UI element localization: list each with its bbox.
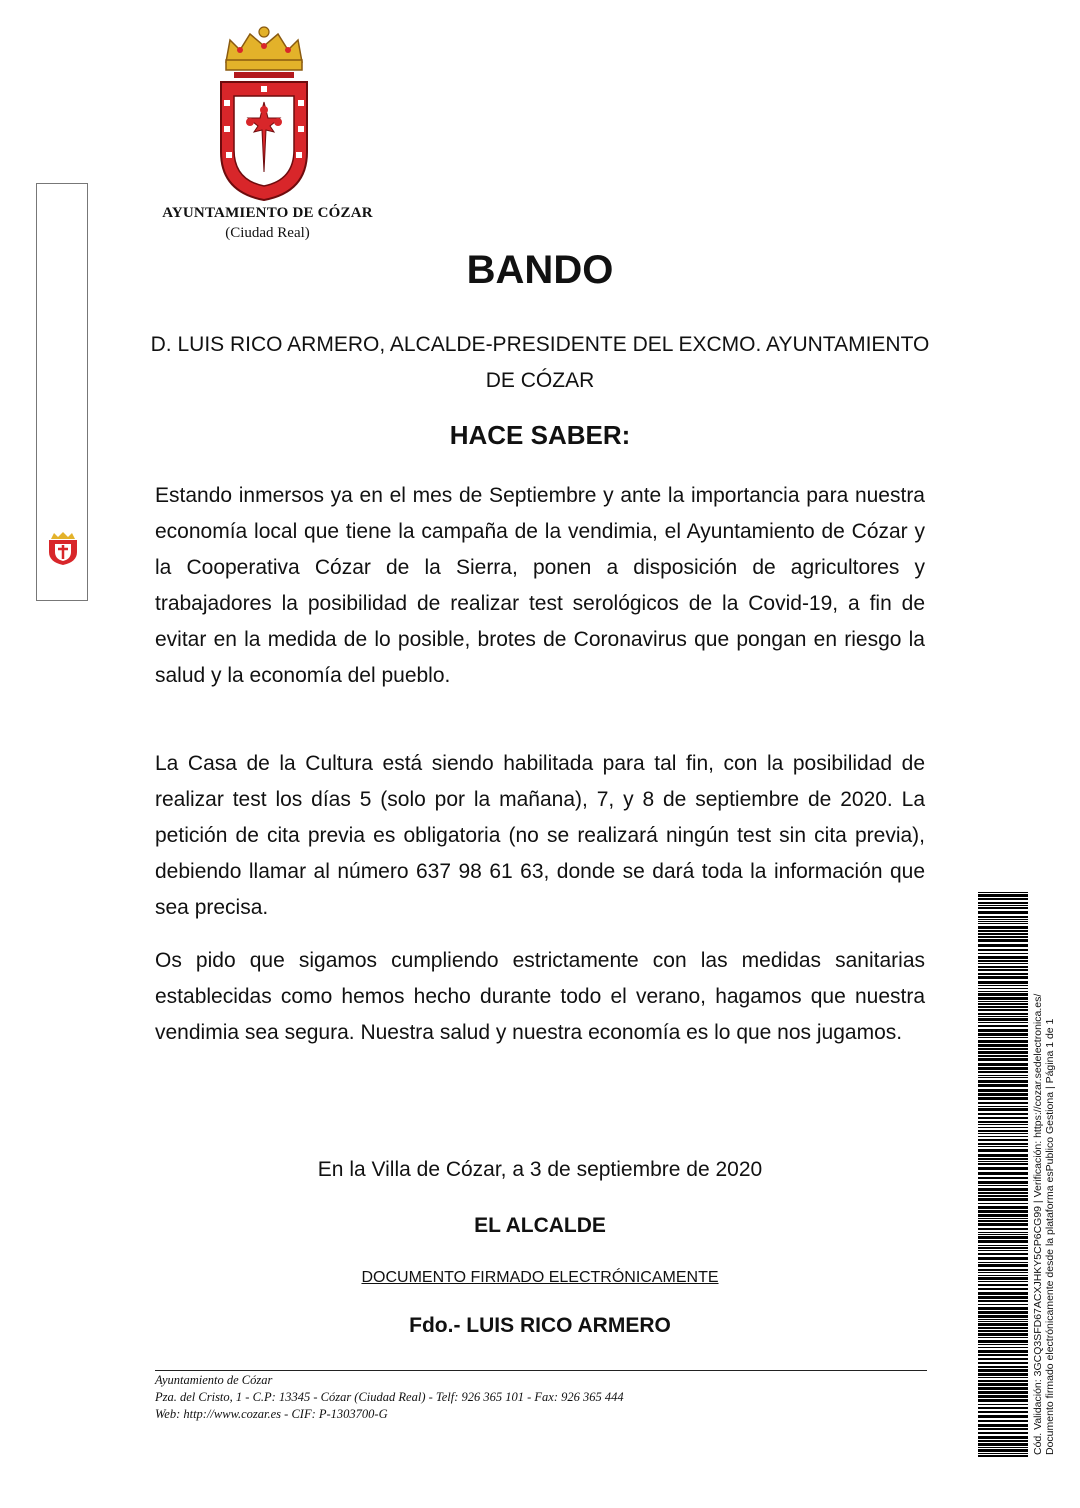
barcode-bar [978, 1240, 1028, 1243]
barcode-bar [978, 1058, 1028, 1061]
barcode-bar [978, 1269, 1028, 1271]
barcode-bar [978, 1411, 1028, 1413]
barcode-bar [978, 1063, 1028, 1066]
barcode-bar [978, 1253, 1028, 1255]
barcode-bar [978, 1163, 1028, 1165]
barcode-bar [978, 1245, 1028, 1246]
barcode-bar [978, 1218, 1028, 1219]
barcode-bar [978, 1319, 1028, 1320]
barcode-bar [978, 919, 1028, 920]
barcode-bar [978, 1407, 1028, 1409]
barcode-bar [978, 1177, 1028, 1179]
barcode-bar [978, 1347, 1028, 1348]
validation-code: Cód. Validación: 3GCQ3SFD67ACXJHKY5CP6CG99 | Verificación: https://cozar.sedelectronica.es/ [1032, 993, 1044, 1455]
barcode-bar [978, 1284, 1028, 1286]
barcode-bar [978, 1440, 1028, 1442]
barcode-bar [978, 1220, 1028, 1222]
barcode-bar [978, 1001, 1028, 1002]
barcode-bar [978, 902, 1028, 904]
barcode-bar [978, 1210, 1028, 1213]
barcode-bar [978, 1234, 1028, 1235]
barcode-bar [978, 907, 1028, 909]
barcode-bar [978, 1333, 1028, 1336]
paragraph-3: Os pido que sigamos cumpliendo estrictamente con las medidas sanitarias establecidas como hemos hecho durante todo el verano, hagamos que nuestra vendimia sea segura. Nuestra salud y nuestra economía es lo que nos jugamos. [155, 949, 925, 1044]
barcode-bar [978, 1003, 1028, 1005]
barcode-bar [978, 1223, 1028, 1226]
barcode-bar [978, 1198, 1028, 1201]
barcode-bar [978, 1188, 1028, 1191]
barcode-bar [978, 966, 1028, 968]
barcode-bar [978, 1307, 1028, 1310]
barcode-bar [978, 1018, 1028, 1021]
barcode-bar [978, 1380, 1028, 1382]
barcode-bar [978, 1300, 1028, 1302]
barcode-bar [978, 1089, 1028, 1092]
barcode-bar [978, 1136, 1028, 1137]
electronic-signature-note: DOCUMENTO FIRMADO ELECTRÓNICAMENTE [361, 1269, 719, 1286]
barcode-bar [978, 1113, 1028, 1115]
barcode-bar [978, 1195, 1028, 1197]
barcode-bar [978, 1206, 1028, 1209]
barcode-bar [978, 1051, 1028, 1054]
barcode-bar [978, 1067, 1028, 1070]
barcode-bar [978, 969, 1028, 971]
signer-title: EL ALCALDE [474, 1214, 606, 1237]
coat-of-arms-logo [216, 22, 312, 202]
barcode-bar [978, 1304, 1028, 1305]
barcode-bar [978, 944, 1028, 947]
barcode-bar [978, 894, 1028, 897]
barcode-bar [978, 1432, 1028, 1434]
barcode-bar [978, 1102, 1028, 1104]
barcode-bar [978, 1048, 1028, 1050]
barcode-bar [978, 1203, 1028, 1204]
barcode-bar [978, 936, 1028, 938]
barcode-bar [978, 898, 1028, 900]
barcode-bar [978, 1181, 1028, 1184]
barcode-bar [978, 1369, 1028, 1372]
barcode-bar [978, 1453, 1028, 1454]
validation-platform: Documento firmado electrónicamente desde la plataforma esPublico Gestiona | Página 1 de 1 [1044, 1018, 1056, 1455]
paragraph-1: Estando inmersos ya en el mes de Septiembre y ante la importancia para nuestra economía local que tiene la campaña de la vendimia, el Ayuntamiento de Cózar y la Cooperativa Cózar de la Sierra, ponen a disposición de agricultores y trabajadores la posibilidad de realizar test serológicos de la Covid-19, a fin de evitar en la medida de lo posible, brotes de Coronavirus que pongan en riesgo la salud y la economía del pueblo. [155, 484, 925, 687]
barcode-bar [978, 1358, 1028, 1360]
barcode-bar [978, 1327, 1028, 1329]
barcode-bar [978, 1447, 1028, 1448]
org-subtitle: (Ciudad Real) [225, 225, 310, 241]
barcode-bar [978, 988, 1028, 989]
barcode-bar [978, 1315, 1028, 1318]
barcode-bar [978, 1344, 1028, 1345]
barcode-bar [978, 1121, 1028, 1123]
barcode-bar [978, 1366, 1028, 1368]
barcode-bar [978, 991, 1028, 992]
barcode-bar [978, 1025, 1028, 1027]
signer-name: Fdo.- LUIS RICO ARMERO [409, 1314, 671, 1337]
barcode-bar [978, 892, 1028, 893]
barcode-bar [978, 939, 1028, 942]
validation-text [1032, 895, 1056, 1455]
barcode-bar [978, 933, 1028, 935]
barcode-bar [978, 1272, 1028, 1273]
barcode-bar [978, 1350, 1028, 1353]
barcode-bar [978, 1373, 1028, 1376]
footer-divider [155, 1370, 927, 1371]
barcode-bar [978, 1455, 1028, 1457]
barcode-bar [978, 1420, 1028, 1422]
barcode-bar [978, 1247, 1028, 1249]
barcode-bar [978, 953, 1028, 954]
barcode-bar [978, 1124, 1028, 1125]
barcode-bar [978, 1185, 1028, 1186]
barcode-bar [978, 973, 1028, 975]
validation-barcode [978, 892, 1028, 1457]
document-title: BANDO [466, 248, 614, 292]
barcode-bar [978, 1449, 1028, 1452]
barcode-bar [978, 1383, 1028, 1386]
barcode-bar [978, 1424, 1028, 1427]
barcode-bar [978, 1292, 1028, 1295]
barcode-bar [978, 1387, 1028, 1390]
barcode-bar [978, 1108, 1028, 1111]
barcode-bar [978, 1006, 1028, 1008]
barcode-bar [978, 1029, 1028, 1032]
barcode-bar [978, 1340, 1028, 1343]
barcode-bar [978, 1097, 1028, 1100]
barcode-bar [978, 1192, 1028, 1194]
barcode-bar [978, 1330, 1028, 1332]
barcode-bar [978, 1337, 1028, 1338]
barcode-bar [978, 1133, 1028, 1134]
barcode-bar [978, 1214, 1028, 1217]
barcode-bar [978, 1130, 1028, 1132]
hace-saber-heading: HACE SABER: [449, 420, 631, 450]
barcode-bar [978, 923, 1028, 924]
barcode-bar [978, 1084, 1028, 1087]
barcode-bar [978, 921, 1028, 922]
barcode-bar [978, 1250, 1028, 1251]
barcode-bar [978, 1077, 1028, 1078]
barcode-bar [978, 1257, 1028, 1260]
barcode-bar [978, 1075, 1028, 1076]
barcode-bar [978, 985, 1028, 986]
signature-seal-icon [45, 530, 81, 566]
barcode-bar [978, 1172, 1028, 1175]
barcode-bar [978, 1311, 1028, 1314]
barcode-bar [978, 1158, 1028, 1160]
barcode-bar [978, 1161, 1028, 1162]
barcode-bar [978, 1436, 1028, 1439]
barcode-bar [978, 1321, 1028, 1322]
barcode-bar [978, 926, 1028, 929]
barcode-bar [978, 976, 1028, 979]
barcode-bar [978, 1055, 1028, 1057]
barcode-bar [978, 1288, 1028, 1290]
barcode-bar [978, 1443, 1028, 1446]
barcode-bar [978, 1093, 1028, 1096]
paragraph-2: La Casa de la Cultura está siendo habilitada para tal fin, con la posibilidad de realizar test los días 5 (solo por la mañana), 7, y 8 de septiembre de 2020. La petición de cita previa es obligatoria (no se realizará ningún test sin cita previa), debiendo llamar al número 637 98 61 63, donde se dará toda la información que sea precisa. [155, 752, 925, 919]
barcode-bar [978, 1354, 1028, 1356]
issuer-line: D. LUIS RICO ARMERO, ALCALDE-PRESIDENTE DEL EXCMO. AYUNTAMIENTO DE CÓZAR [150, 333, 930, 392]
barcode-bar [978, 1033, 1028, 1036]
barcode-bar [978, 1022, 1028, 1023]
barcode-bar [978, 1395, 1028, 1398]
barcode-bar [978, 1149, 1028, 1152]
barcode-bar [978, 1143, 1028, 1145]
barcode-bar [978, 911, 1028, 914]
barcode-bar [978, 1009, 1028, 1011]
footer-org: Ayuntamiento de Cózar [155, 1373, 273, 1387]
barcode-bar [978, 997, 1028, 1000]
barcode-bar [978, 1277, 1028, 1280]
barcode-bar [978, 981, 1028, 984]
barcode-bar [978, 949, 1028, 951]
barcode-bar [978, 1044, 1028, 1047]
barcode-bar [978, 1262, 1028, 1263]
barcode-bar [978, 1016, 1028, 1017]
org-name: AYUNTAMIENTO DE CÓZAR [162, 205, 373, 221]
barcode-bar [978, 1117, 1028, 1119]
barcode-bar [978, 1399, 1028, 1402]
barcode-bar [978, 1167, 1028, 1170]
barcode-bar [978, 1127, 1028, 1128]
barcode-bar [978, 1106, 1028, 1107]
barcode-bar [978, 1362, 1028, 1364]
barcode-bar [978, 1071, 1028, 1073]
barcode-bar [978, 1236, 1028, 1239]
barcode-bar [978, 1428, 1028, 1430]
barcode-bar [978, 993, 1028, 996]
barcode-bar [978, 1040, 1028, 1043]
barcode-bar [978, 1013, 1028, 1015]
barcode-bar [978, 1415, 1028, 1418]
barcode-bar [978, 1154, 1028, 1157]
barcode-bar [978, 1377, 1028, 1378]
barcode-bar [978, 1139, 1028, 1141]
barcode-bar [978, 1080, 1028, 1083]
barcode-bar [978, 1232, 1028, 1233]
barcode-bar [978, 905, 1028, 906]
barcode-bar [978, 956, 1028, 959]
barcode-bar [978, 1275, 1028, 1276]
barcode-bar [978, 963, 1028, 964]
barcode-bar [978, 1037, 1028, 1038]
barcode-bar [978, 1281, 1028, 1282]
barcode-bar [978, 1296, 1028, 1299]
barcode-bar [978, 1264, 1028, 1267]
barcode-bar [978, 930, 1028, 932]
place-date: En la Villa de Cózar, a 3 de septiembre de 2020 [317, 1158, 763, 1181]
footer-web-cif: Web: http://www.cozar.es - CIF: P-1303700-G [155, 1407, 388, 1421]
barcode-bar [978, 1391, 1028, 1394]
barcode-bar [978, 1404, 1028, 1405]
barcode-bar [978, 916, 1028, 918]
footer-address: Pza. del Cristo, 1 - C.P: 13345 - Cózar (Ciudad Real) - Telf: 926 365 101 - Fax: 926 365 444 [155, 1390, 624, 1404]
barcode-bar [978, 1228, 1028, 1230]
barcode-bar [978, 1323, 1028, 1326]
barcode-bar [978, 960, 1028, 962]
barcode-bar [978, 1146, 1028, 1147]
